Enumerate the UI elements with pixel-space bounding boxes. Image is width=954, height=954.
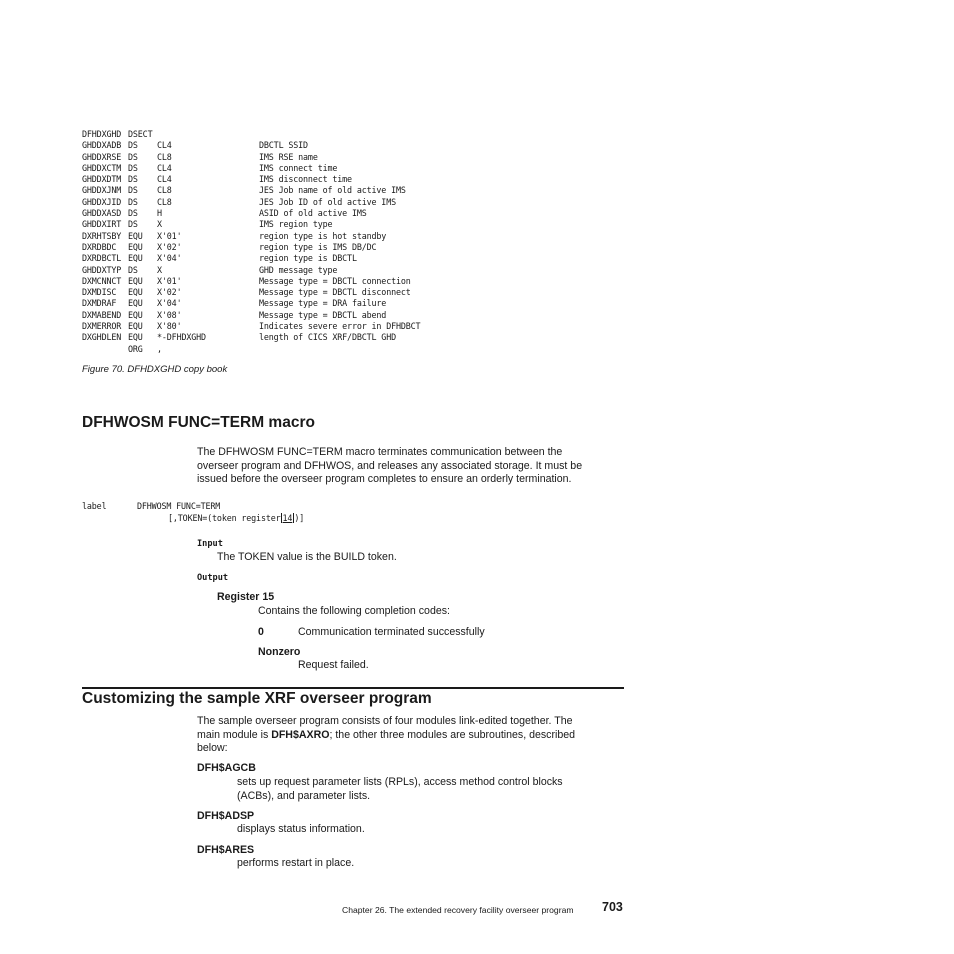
- code-comment: IMS connect time: [259, 162, 338, 173]
- code-label: DXMDRAF: [82, 298, 117, 309]
- code-comment: JES Job ID of old active IMS: [259, 196, 396, 207]
- code-label: GHDDXJNM: [82, 185, 122, 196]
- code-label: DFHDXGHD: [82, 129, 122, 139]
- code-comment: region type is hot standby: [259, 230, 387, 241]
- intro-paragraph: [197, 446, 627, 487]
- input-description: The TOKEN value is the BUILD token.: [217, 551, 397, 563]
- code-operand: X'08': [157, 309, 182, 320]
- nonzero-description: Request failed.: [298, 659, 369, 671]
- code-operand: X'02': [157, 241, 182, 252]
- module-term-ares: DFH$ARES: [197, 844, 255, 856]
- code-operand: ,: [157, 343, 162, 354]
- syntax-token-option: [168, 513, 304, 524]
- figure-caption: Figure 70. DFHDXGHD copy book: [82, 364, 228, 375]
- nonzero-term: Nonzero: [258, 646, 301, 658]
- code-operand: CL4: [157, 162, 172, 173]
- code-label: GHDDXRSE: [82, 151, 122, 162]
- code-operand: X'04': [157, 253, 182, 264]
- code-comment: Indicates severe error in DFHDBCT: [259, 321, 421, 332]
- code-comment: IMS disconnect time: [259, 174, 352, 185]
- code-operand: X'04': [157, 298, 182, 309]
- code-op: DS: [128, 264, 138, 275]
- code-comment: IMS RSE name: [259, 151, 318, 162]
- syntax-token-default: [281, 513, 295, 523]
- code-label: DXMCNNCT: [82, 275, 122, 286]
- code-op: EQU: [128, 253, 143, 264]
- code-label: GHDDXTYP: [82, 264, 122, 275]
- code-zero-description: Communication terminated successfully: [298, 626, 485, 638]
- code-comment: region type is DBCTL: [259, 253, 357, 264]
- code-op: EQU: [128, 241, 143, 252]
- code-operand: X: [157, 264, 162, 275]
- code-comment: IMS region type: [259, 219, 333, 230]
- code-zero-term: 0: [258, 626, 264, 638]
- section-heading-customizing: Customizing the sample XRF overseer program: [82, 690, 432, 707]
- code-comment: Message type = DBCTL abend: [259, 309, 387, 320]
- code-op: EQU: [128, 230, 143, 241]
- desc-line: sets up request parameter lists (RPLs), access method control blocks: [237, 776, 563, 788]
- syntax-token-default-value: 14: [282, 513, 293, 523]
- module-description-adsp: displays status information.: [237, 823, 365, 835]
- section-divider-rule: [82, 687, 624, 689]
- para-line: below:: [197, 742, 228, 755]
- register-15-description: Contains the following completion codes:: [258, 605, 450, 617]
- code-operand: X'80': [157, 321, 182, 332]
- code-op: ORG: [128, 343, 143, 354]
- code-op: DS: [128, 196, 138, 207]
- section-heading-dfhwosm: DFHWOSM FUNC=TERM macro: [82, 414, 315, 431]
- code-op: DS: [128, 185, 138, 196]
- code-operand: X'01': [157, 275, 182, 286]
- code-operand: CL8: [157, 185, 172, 196]
- code-label: GHDDXIRT: [82, 219, 122, 230]
- code-op: DS: [128, 208, 138, 219]
- desc-line: (ACBs), and parameter lists.: [237, 789, 371, 802]
- code-label: DXGHDLEN: [82, 332, 122, 343]
- code-operand: CL4: [157, 174, 172, 185]
- code-op: DS: [128, 174, 138, 185]
- code-operand: CL8: [157, 196, 172, 207]
- code-op: EQU: [128, 298, 143, 309]
- code-op: EQU: [128, 332, 143, 343]
- module-description-agcb: [237, 776, 607, 803]
- code-label: GHDDXJID: [82, 196, 122, 207]
- syntax-macro: DFHWOSM FUNC=TERM: [137, 501, 221, 511]
- syntax-label: label: [82, 501, 107, 511]
- code-comment: Message type = DBCTL connection: [259, 275, 411, 286]
- code-comment: Message type = DRA failure: [259, 298, 387, 309]
- code-op: DS: [128, 162, 138, 173]
- code-op: DSECT: [128, 129, 153, 139]
- code-comment: length of CICS XRF/DBCTL GHD: [259, 332, 396, 343]
- code-comment: JES Job name of old active IMS: [259, 185, 406, 196]
- module-term-agcb: DFH$AGCB: [197, 762, 256, 774]
- code-op: DS: [128, 140, 138, 151]
- code-comment: GHD message type: [259, 264, 338, 275]
- code-label: DXRHTSBY: [82, 230, 122, 241]
- register-15-term: Register 15: [217, 591, 275, 603]
- code-op: EQU: [128, 287, 143, 298]
- para-line: [197, 729, 617, 743]
- para-text: main module is: [197, 728, 272, 741]
- para-line: The sample overseer program consists of four modules link-edited together. The: [197, 715, 573, 727]
- code-label: DXRDBDC: [82, 241, 117, 252]
- input-term: Input: [197, 539, 223, 549]
- output-term: Output: [197, 573, 229, 583]
- code-label: GHDDXCTM: [82, 162, 122, 173]
- para-text: ; the other three modules are subroutines, described: [329, 728, 576, 741]
- code-label: DXMERROR: [82, 321, 122, 332]
- code-label: DXMDISC: [82, 287, 117, 298]
- intro-line: overseer program and DFHWOS, and releases any associated storage. It must be: [197, 459, 583, 472]
- code-comment: ASID of old active IMS: [259, 208, 367, 219]
- code-label: GHDDXASD: [82, 208, 122, 219]
- customizing-paragraph: [197, 715, 617, 756]
- code-operand: X'02': [157, 287, 182, 298]
- code-operand: CL4: [157, 140, 172, 151]
- code-label: GHDDXDTM: [82, 174, 122, 185]
- code-comment: Message type = DBCTL disconnect: [259, 287, 411, 298]
- code-operand: *-DFHDXGHD: [157, 332, 206, 343]
- code-label: DXMABEND: [82, 309, 122, 320]
- code-comment: DBCTL SSID: [259, 140, 308, 151]
- code-op: EQU: [128, 275, 143, 286]
- code-label: DXRDBCTL: [82, 253, 122, 264]
- intro-line: issued before the overseer program completes to ensure an orderly termination.: [197, 473, 572, 486]
- code-op: DS: [128, 151, 138, 162]
- module-description-ares: performs restart in place.: [237, 857, 355, 869]
- code-label: GHDDXADB: [82, 140, 122, 151]
- code-comment: region type is IMS DB/DC: [259, 241, 377, 252]
- footer-chapter-title: Chapter 26. The extended recovery facility overseer program: [342, 905, 574, 915]
- code-operand: H: [157, 208, 162, 219]
- footer-page-number: 703: [602, 900, 623, 914]
- code-operand: X'01': [157, 230, 182, 241]
- module-term-adsp: DFH$ADSP: [197, 810, 255, 822]
- intro-line: The DFHWOSM FUNC=TERM macro terminates communication between the: [197, 446, 563, 458]
- main-module-name: DFH$AXRO: [271, 728, 330, 741]
- code-operand: X: [157, 219, 162, 230]
- code-op: EQU: [128, 309, 143, 320]
- code-op: DS: [128, 219, 138, 230]
- syntax-token-open: [,TOKEN=(token register: [168, 513, 281, 523]
- code-op: EQU: [128, 321, 143, 332]
- syntax-token-close: )]: [294, 513, 305, 523]
- code-operand: CL8: [157, 151, 172, 162]
